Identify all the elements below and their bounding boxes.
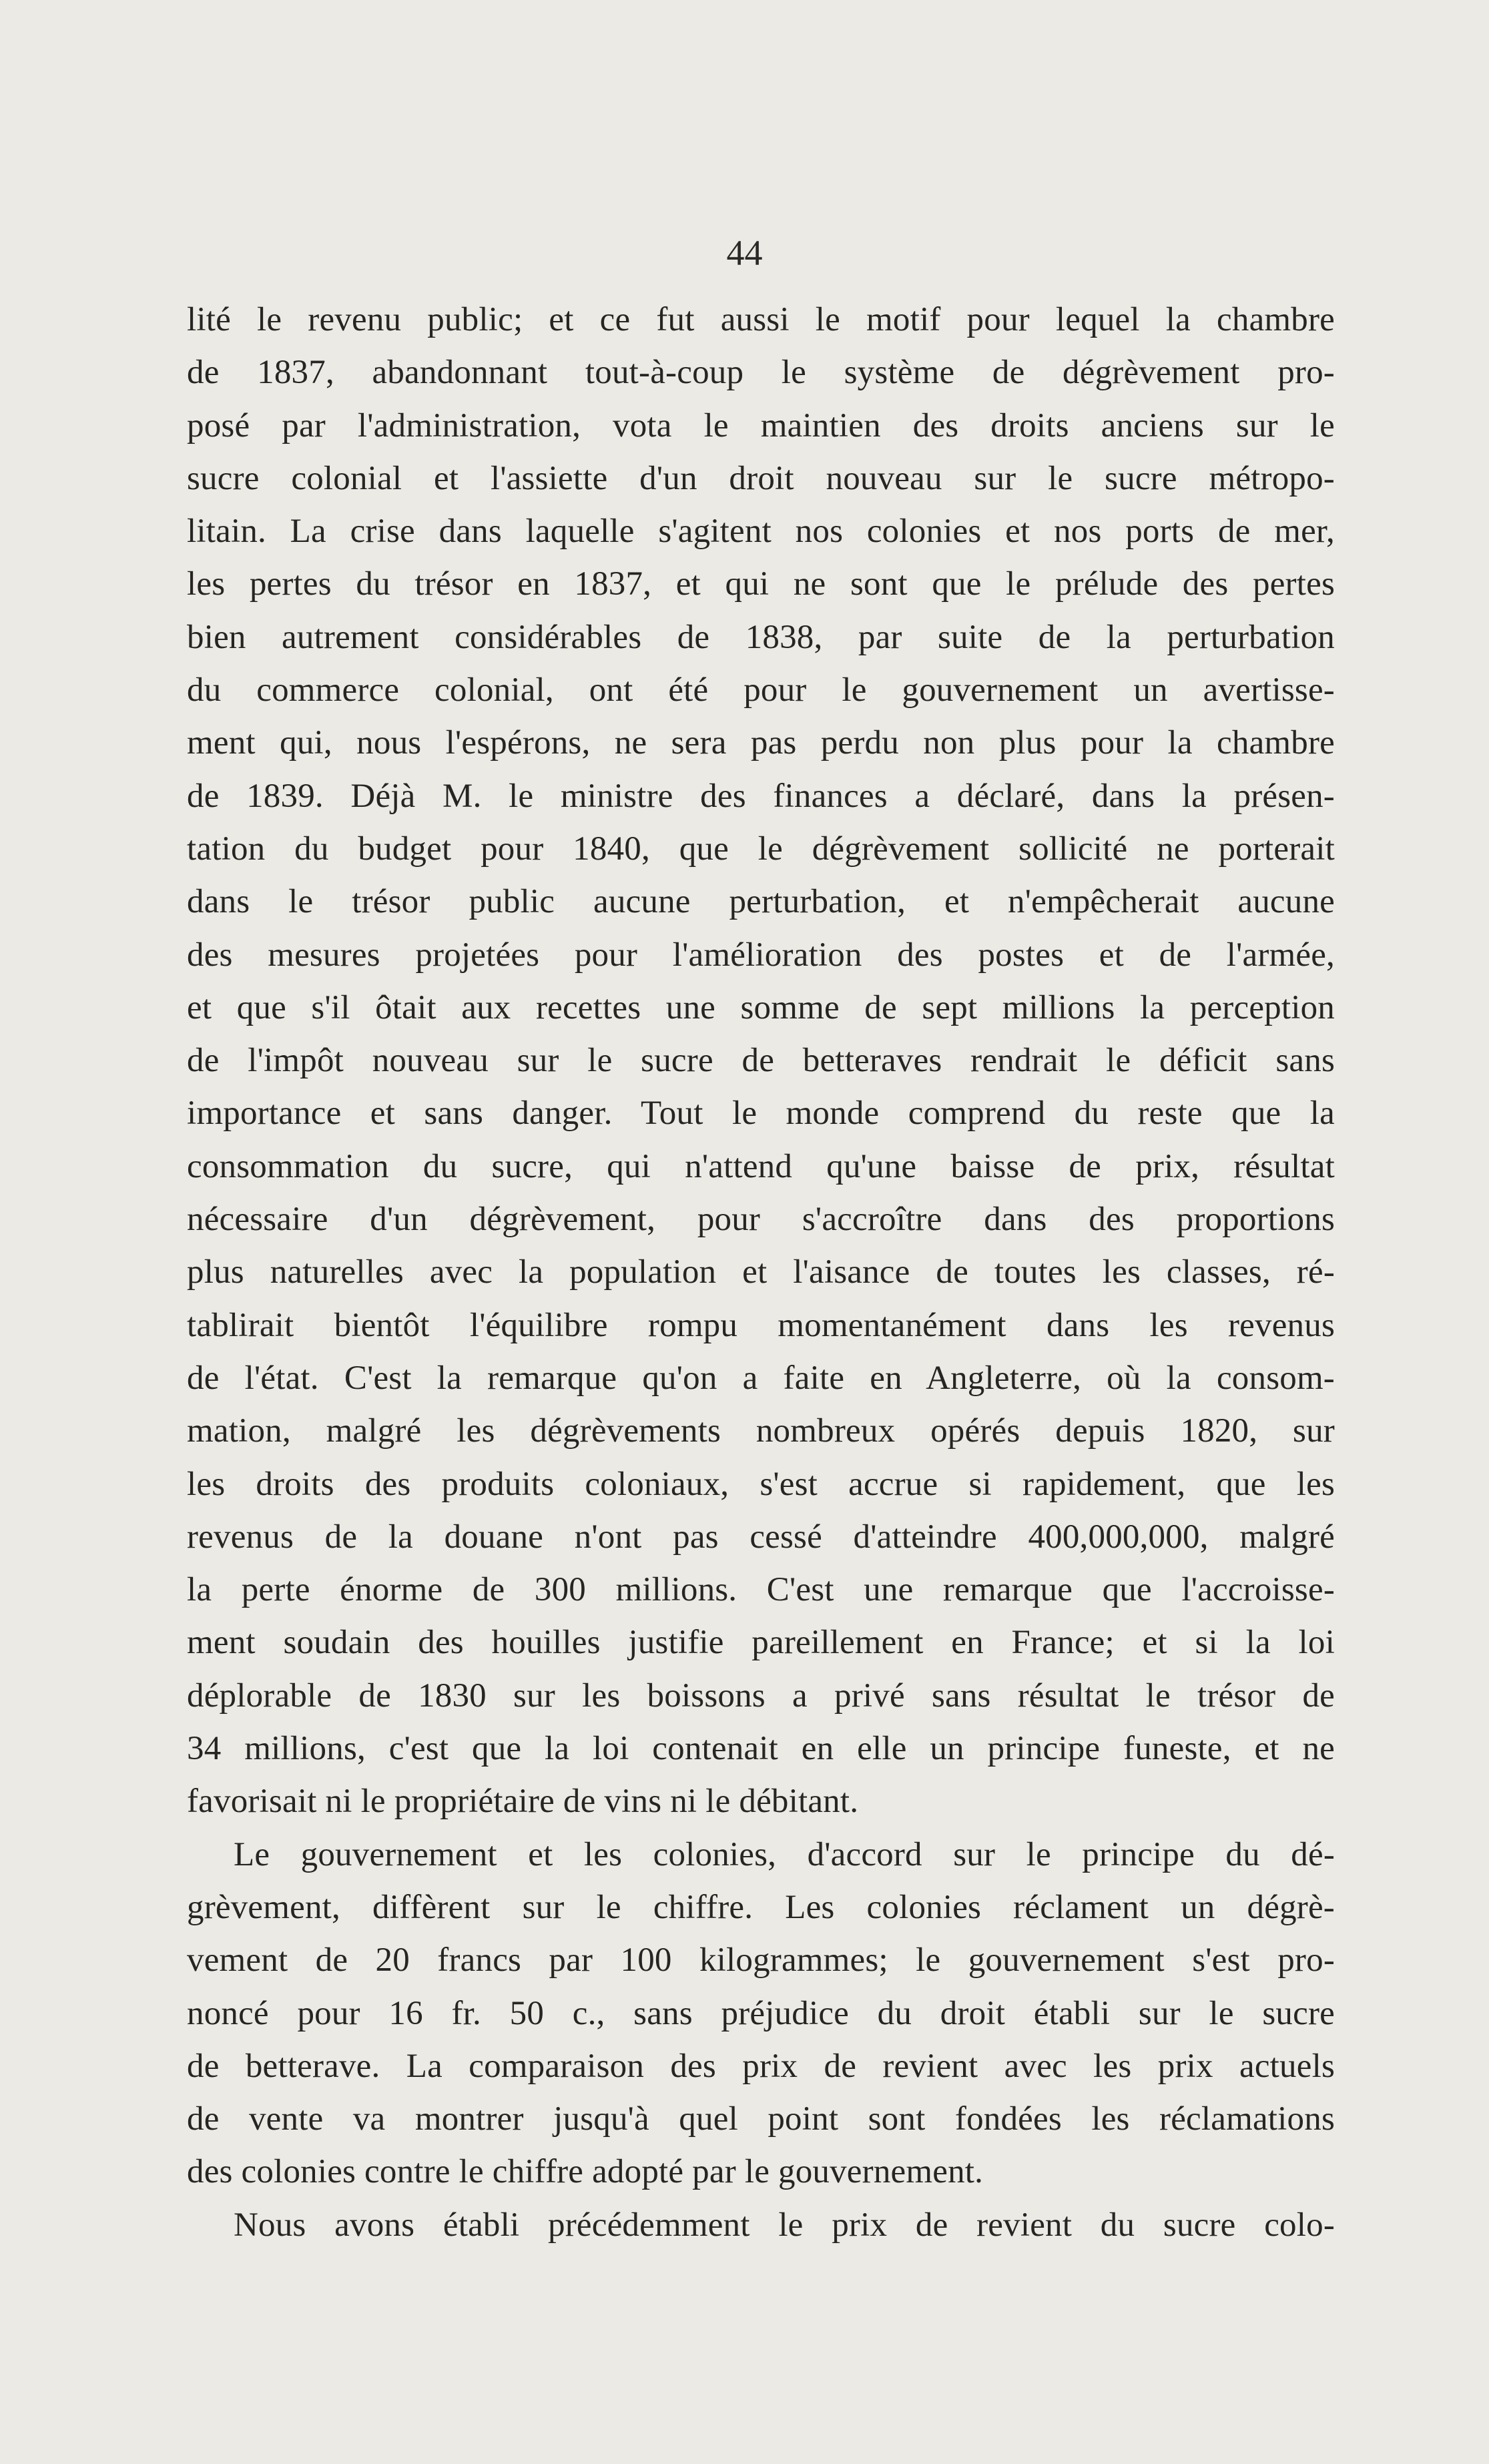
text-line: du commerce colonial, ont été pour le gouvernement un avertisse- — [187, 671, 1335, 709]
text-line: de 1839. Déjà M. le ministre des finances a déclaré, dans la présen- — [187, 777, 1335, 815]
text-line: de l'impôt nouveau sur le sucre de betteraves rendrait le déficit sans — [187, 1042, 1335, 1080]
text-line: revenus de la douane n'ont pas cessé d'atteindre 400,000,000, malgré — [187, 1518, 1335, 1556]
text-line-paragraph-end: des colonies contre le chiffre adopté par le gouvernement. — [187, 2153, 984, 2191]
text-line: posé par l'administration, vota le maintien des droits anciens sur le — [187, 406, 1335, 444]
text-line: tation du budget pour 1840, que le dégrèvement sollicité ne porterait — [187, 830, 1335, 868]
text-line: litain. La crise dans laquelle s'agitent nos colonies et nos ports de mer, — [187, 513, 1335, 551]
text-line: ment qui, nous l'espérons, ne sera pas perdu non plus pour la chambre — [187, 724, 1335, 762]
text-line: consommation du sucre, qui n'attend qu'une baisse de prix, résultat — [187, 1147, 1335, 1185]
text-line: plus naturelles avec la population et l'aisance de toutes les classes, ré- — [187, 1253, 1335, 1291]
text-line: les droits des produits coloniaux, s'est accrue si rapidement, que les — [187, 1465, 1335, 1503]
text-line: grèvement, diffèrent sur le chiffre. Les colonies réclament un dégrè- — [187, 1888, 1335, 1926]
text-line: des mesures projetées pour l'amélioration des postes et de l'armée, — [187, 936, 1335, 974]
text-line: importance et sans danger. Tout le monde comprend du reste que la — [187, 1095, 1335, 1133]
text-line: mation, malgré les dégrèvements nombreux opérés depuis 1820, sur — [187, 1412, 1335, 1450]
text-line: noncé pour 16 fr. 50 c., sans préjudice du droit établi sur le sucre — [187, 1994, 1335, 2032]
text-line: de l'état. C'est la remarque qu'on a faite en Angleterre, où la consom- — [187, 1359, 1335, 1397]
text-line-paragraph-start: Nous avons établi précédemment le prix de revient du sucre colo- — [234, 2206, 1335, 2244]
text-line: sucre colonial et l'assiette d'un droit nouveau sur le sucre métropo- — [187, 459, 1335, 497]
text-line: la perte énorme de 300 millions. C'est une remarque que l'accroisse- — [187, 1571, 1335, 1609]
text-line: nécessaire d'un dégrèvement, pour s'accroître dans des proportions — [187, 1201, 1335, 1239]
text-line: lité le revenu public; et ce fut aussi le motif pour lequel la chambre — [187, 301, 1335, 338]
body-text — [187, 294, 1335, 2252]
text-line: ment soudain des houilles justifie pareillement en France; et si la loi — [187, 1624, 1335, 1662]
text-line: dans le trésor public aucune perturbation, et n'empêcherait aucune — [187, 883, 1335, 921]
text-line: déplorable de 1830 sur les boissons a privé sans résultat le trésor de — [187, 1676, 1335, 1715]
text-line: vement de 20 francs par 100 kilogrammes; le gouvernement s'est pro- — [187, 1941, 1335, 1979]
text-line: de 1837, abandonnant tout-à-coup le système de dégrèvement pro- — [187, 354, 1335, 392]
text-line: tablirait bientôt l'équilibre rompu momentanément dans les revenus — [187, 1306, 1335, 1344]
text-line: et que s'il ôtait aux recettes une somme de sept millions la perception — [187, 988, 1335, 1026]
text-line: 34 millions, c'est que la loi contenait en elle un principe funeste, et ne — [187, 1730, 1335, 1768]
page-number: 44 — [726, 233, 763, 273]
text-line: bien autrement considérables de 1838, par suite de la perturbation — [187, 618, 1335, 656]
text-line: de vente va montrer jusqu'à quel point sont fondées les réclamations — [187, 2100, 1335, 2138]
text-line: les pertes du trésor en 1837, et qui ne sont que le prélude des pertes — [187, 565, 1335, 603]
text-line-paragraph-end: favorisait ni le propriétaire de vins ni le débitant. — [187, 1783, 859, 1821]
text-line-paragraph-start: Le gouvernement et les colonies, d'accord sur le principe du dé- — [234, 1835, 1335, 1873]
text-line: de betterave. La comparaison des prix de revient avec les prix actuels — [187, 2047, 1335, 2085]
